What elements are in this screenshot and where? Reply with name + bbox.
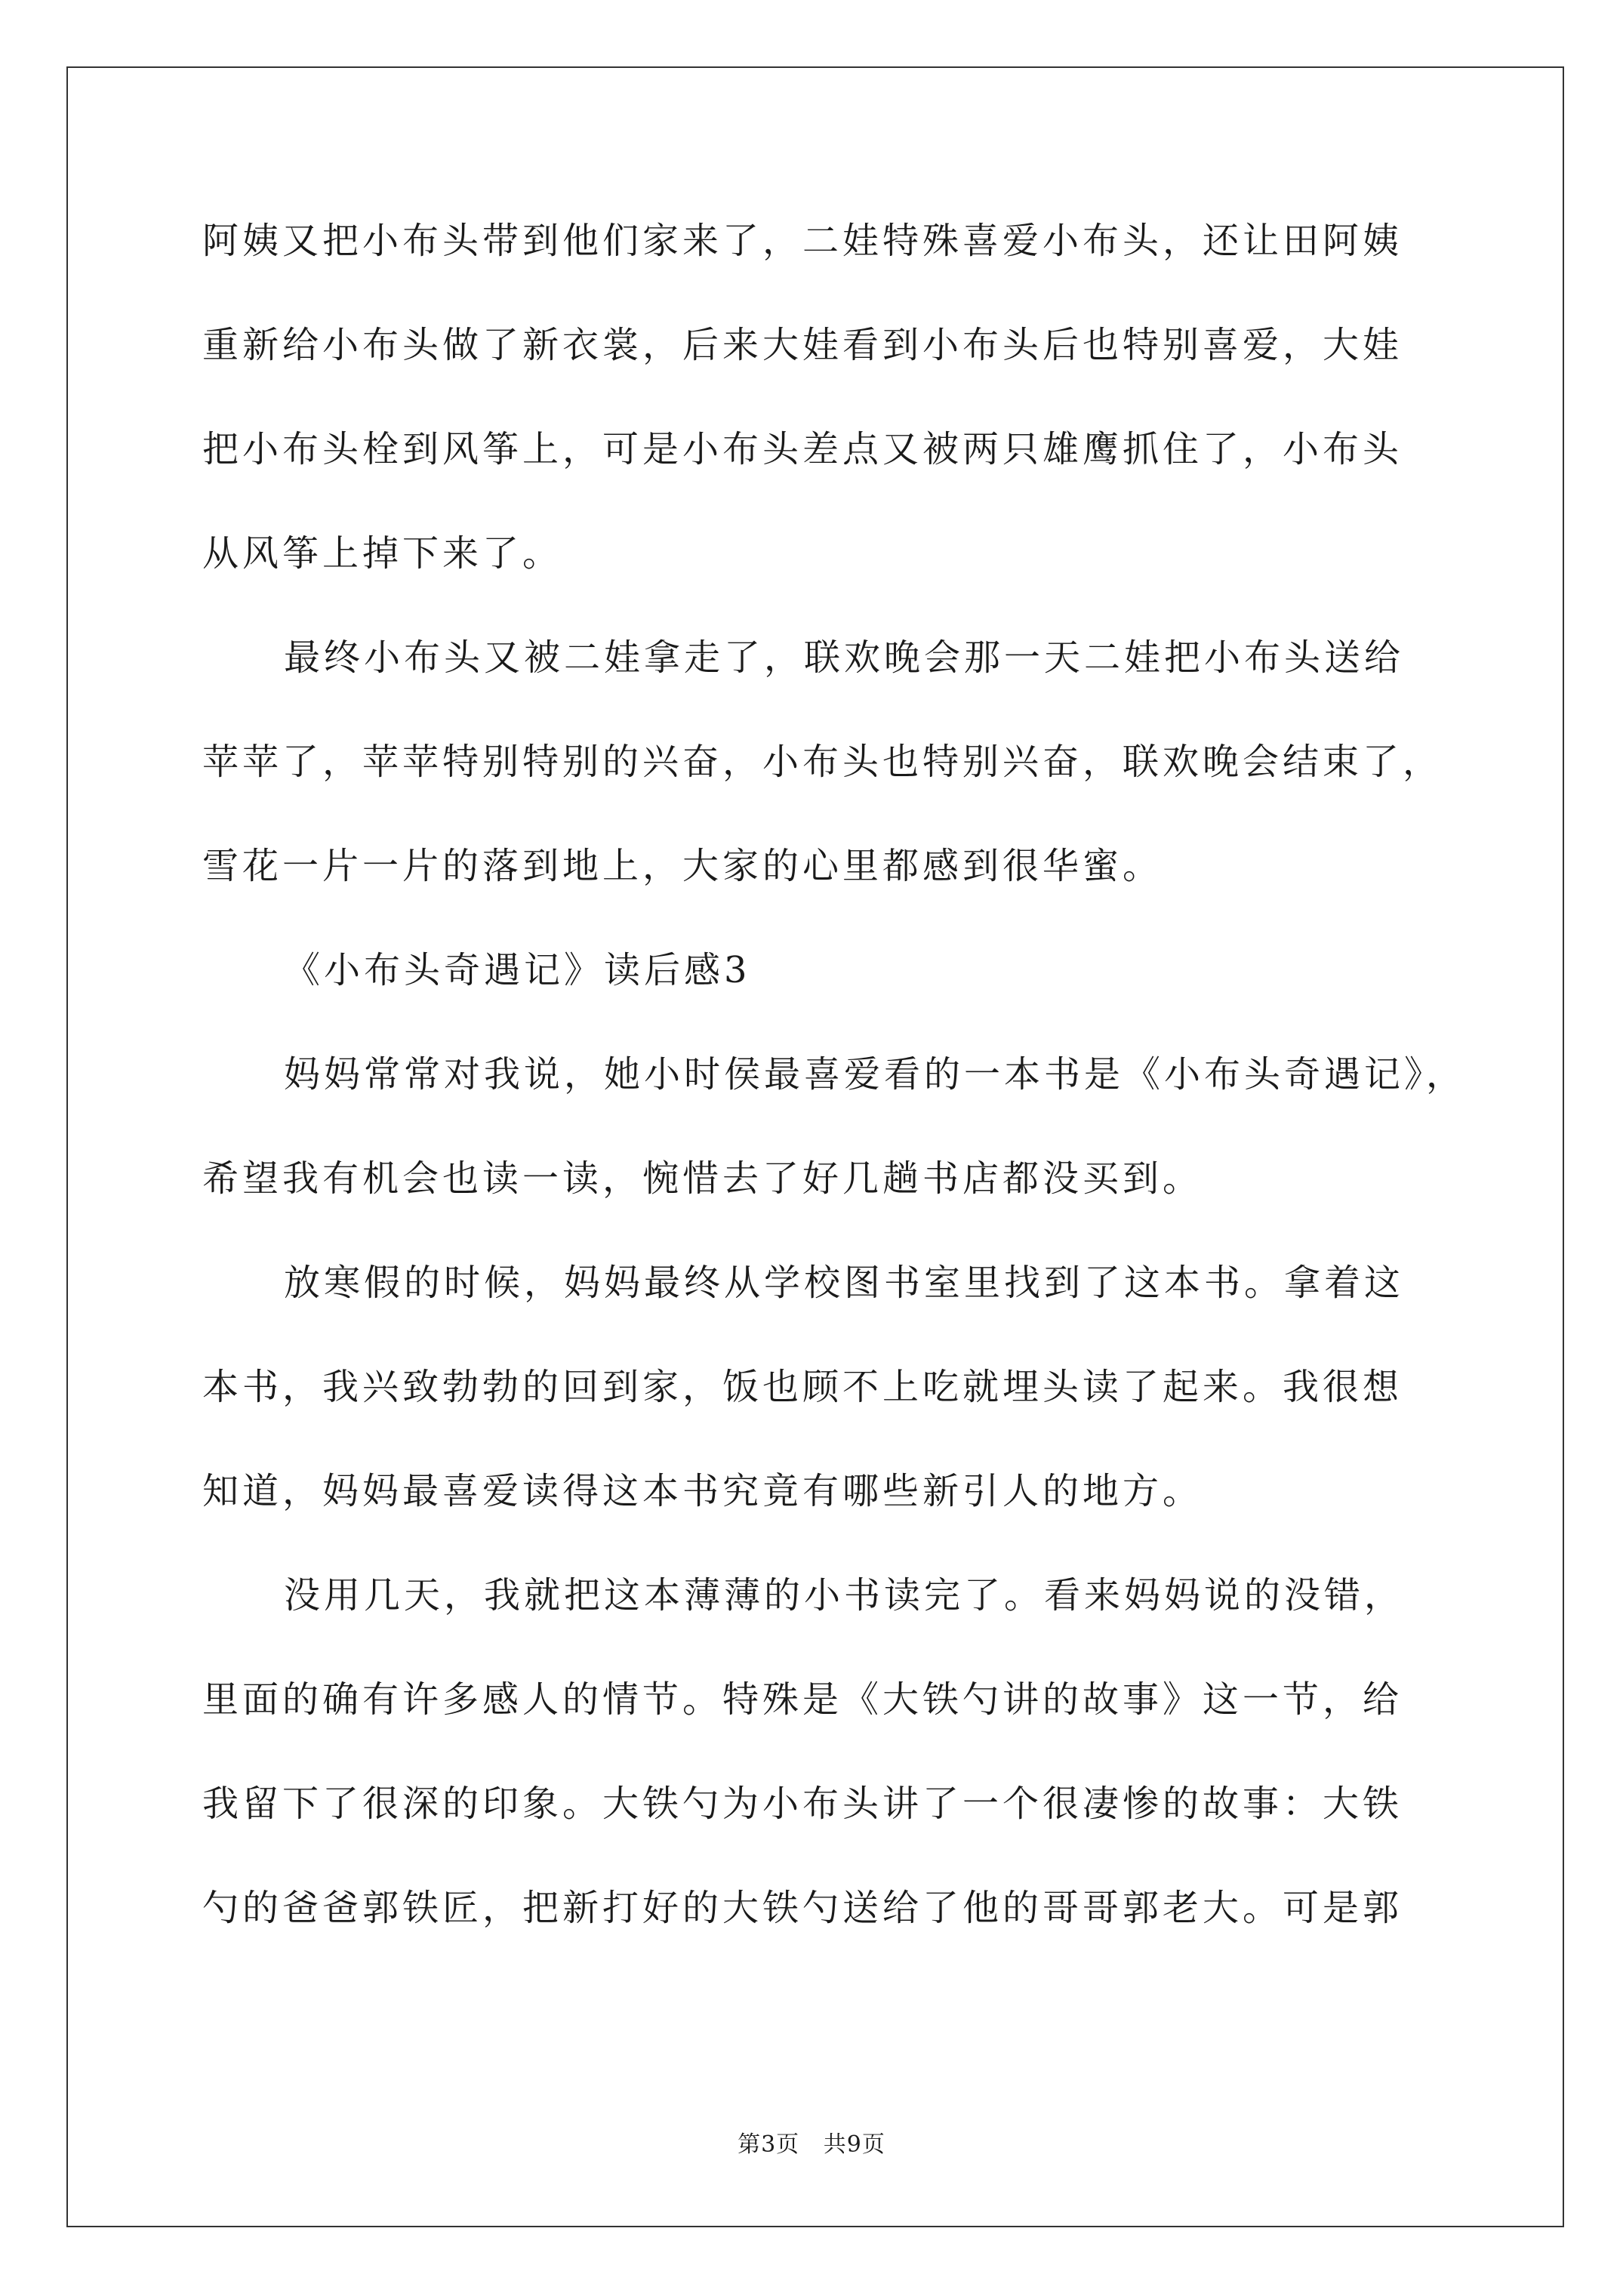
text-line-5: 最终小布头又被二娃拿走了，联欢晚会那一天二娃把小布头送给 xyxy=(284,636,1405,679)
text-line-7: 雪花一片一片的落到地上，大家的心里都感到很华蜜。 xyxy=(202,845,1163,887)
document-body xyxy=(202,189,1467,1960)
page-footer xyxy=(0,2125,1623,2159)
text-line-17: 勺的爸爸郭铁匠，把新打好的大铁勺送给了他的哥哥郭老大。可是郭 xyxy=(202,1887,1403,1929)
text-line-4: 从风筝上掉下来了。 xyxy=(202,532,563,575)
text-line-13: 知道，妈妈最喜爱读得这本书究竟有哪些新引人的地方。 xyxy=(202,1470,1203,1512)
text-line-3: 把小布头栓到风筝上，可是小布头差点又被两只雄鹰抓住了，小布头 xyxy=(202,428,1403,470)
text-line-10: 希望我有机会也读一读，惋惜去了好几趟书店都没买到。 xyxy=(202,1157,1203,1200)
text-line-14: 没用几天，我就把这本薄薄的小书读完了。看来妈妈说的没错， xyxy=(284,1574,1405,1616)
text-line-9: 妈妈常常对我说，她小时侯最喜爱看的一本书是《小布头奇遇记》， xyxy=(284,1053,1467,1096)
text-line-12: 本书，我兴致勃勃的回到家，饭也顾不上吃就埋头读了起来。我很想 xyxy=(202,1366,1403,1408)
text-line-15: 里面的确有许多感人的情节。特殊是《大铁勺讲的故事》这一节，给 xyxy=(202,1678,1403,1721)
page-number: 第3页 共9页 xyxy=(738,2131,885,2158)
text-line-11: 放寒假的时候，妈妈最终从学校图书室里找到了这本书。拿着这 xyxy=(284,1262,1405,1304)
text-line-1: 阿姨又把小布头带到他们家来了，二娃特殊喜爱小布头，还让田阿姨 xyxy=(202,220,1403,262)
text-line-2: 重新给小布头做了新衣裳，后来大娃看到小布头后也特别喜爱，大娃 xyxy=(202,324,1403,366)
text-line-16: 我留下了很深的印象。大铁勺为小布头讲了一个很凄惨的故事：大铁 xyxy=(202,1783,1403,1825)
section-heading: 《小布头奇遇记》读后感3 xyxy=(284,949,751,991)
text-line-6: 苹苹了，苹苹特别特别的兴奋，小布头也特别兴奋，联欢晚会结束了， xyxy=(202,741,1443,783)
